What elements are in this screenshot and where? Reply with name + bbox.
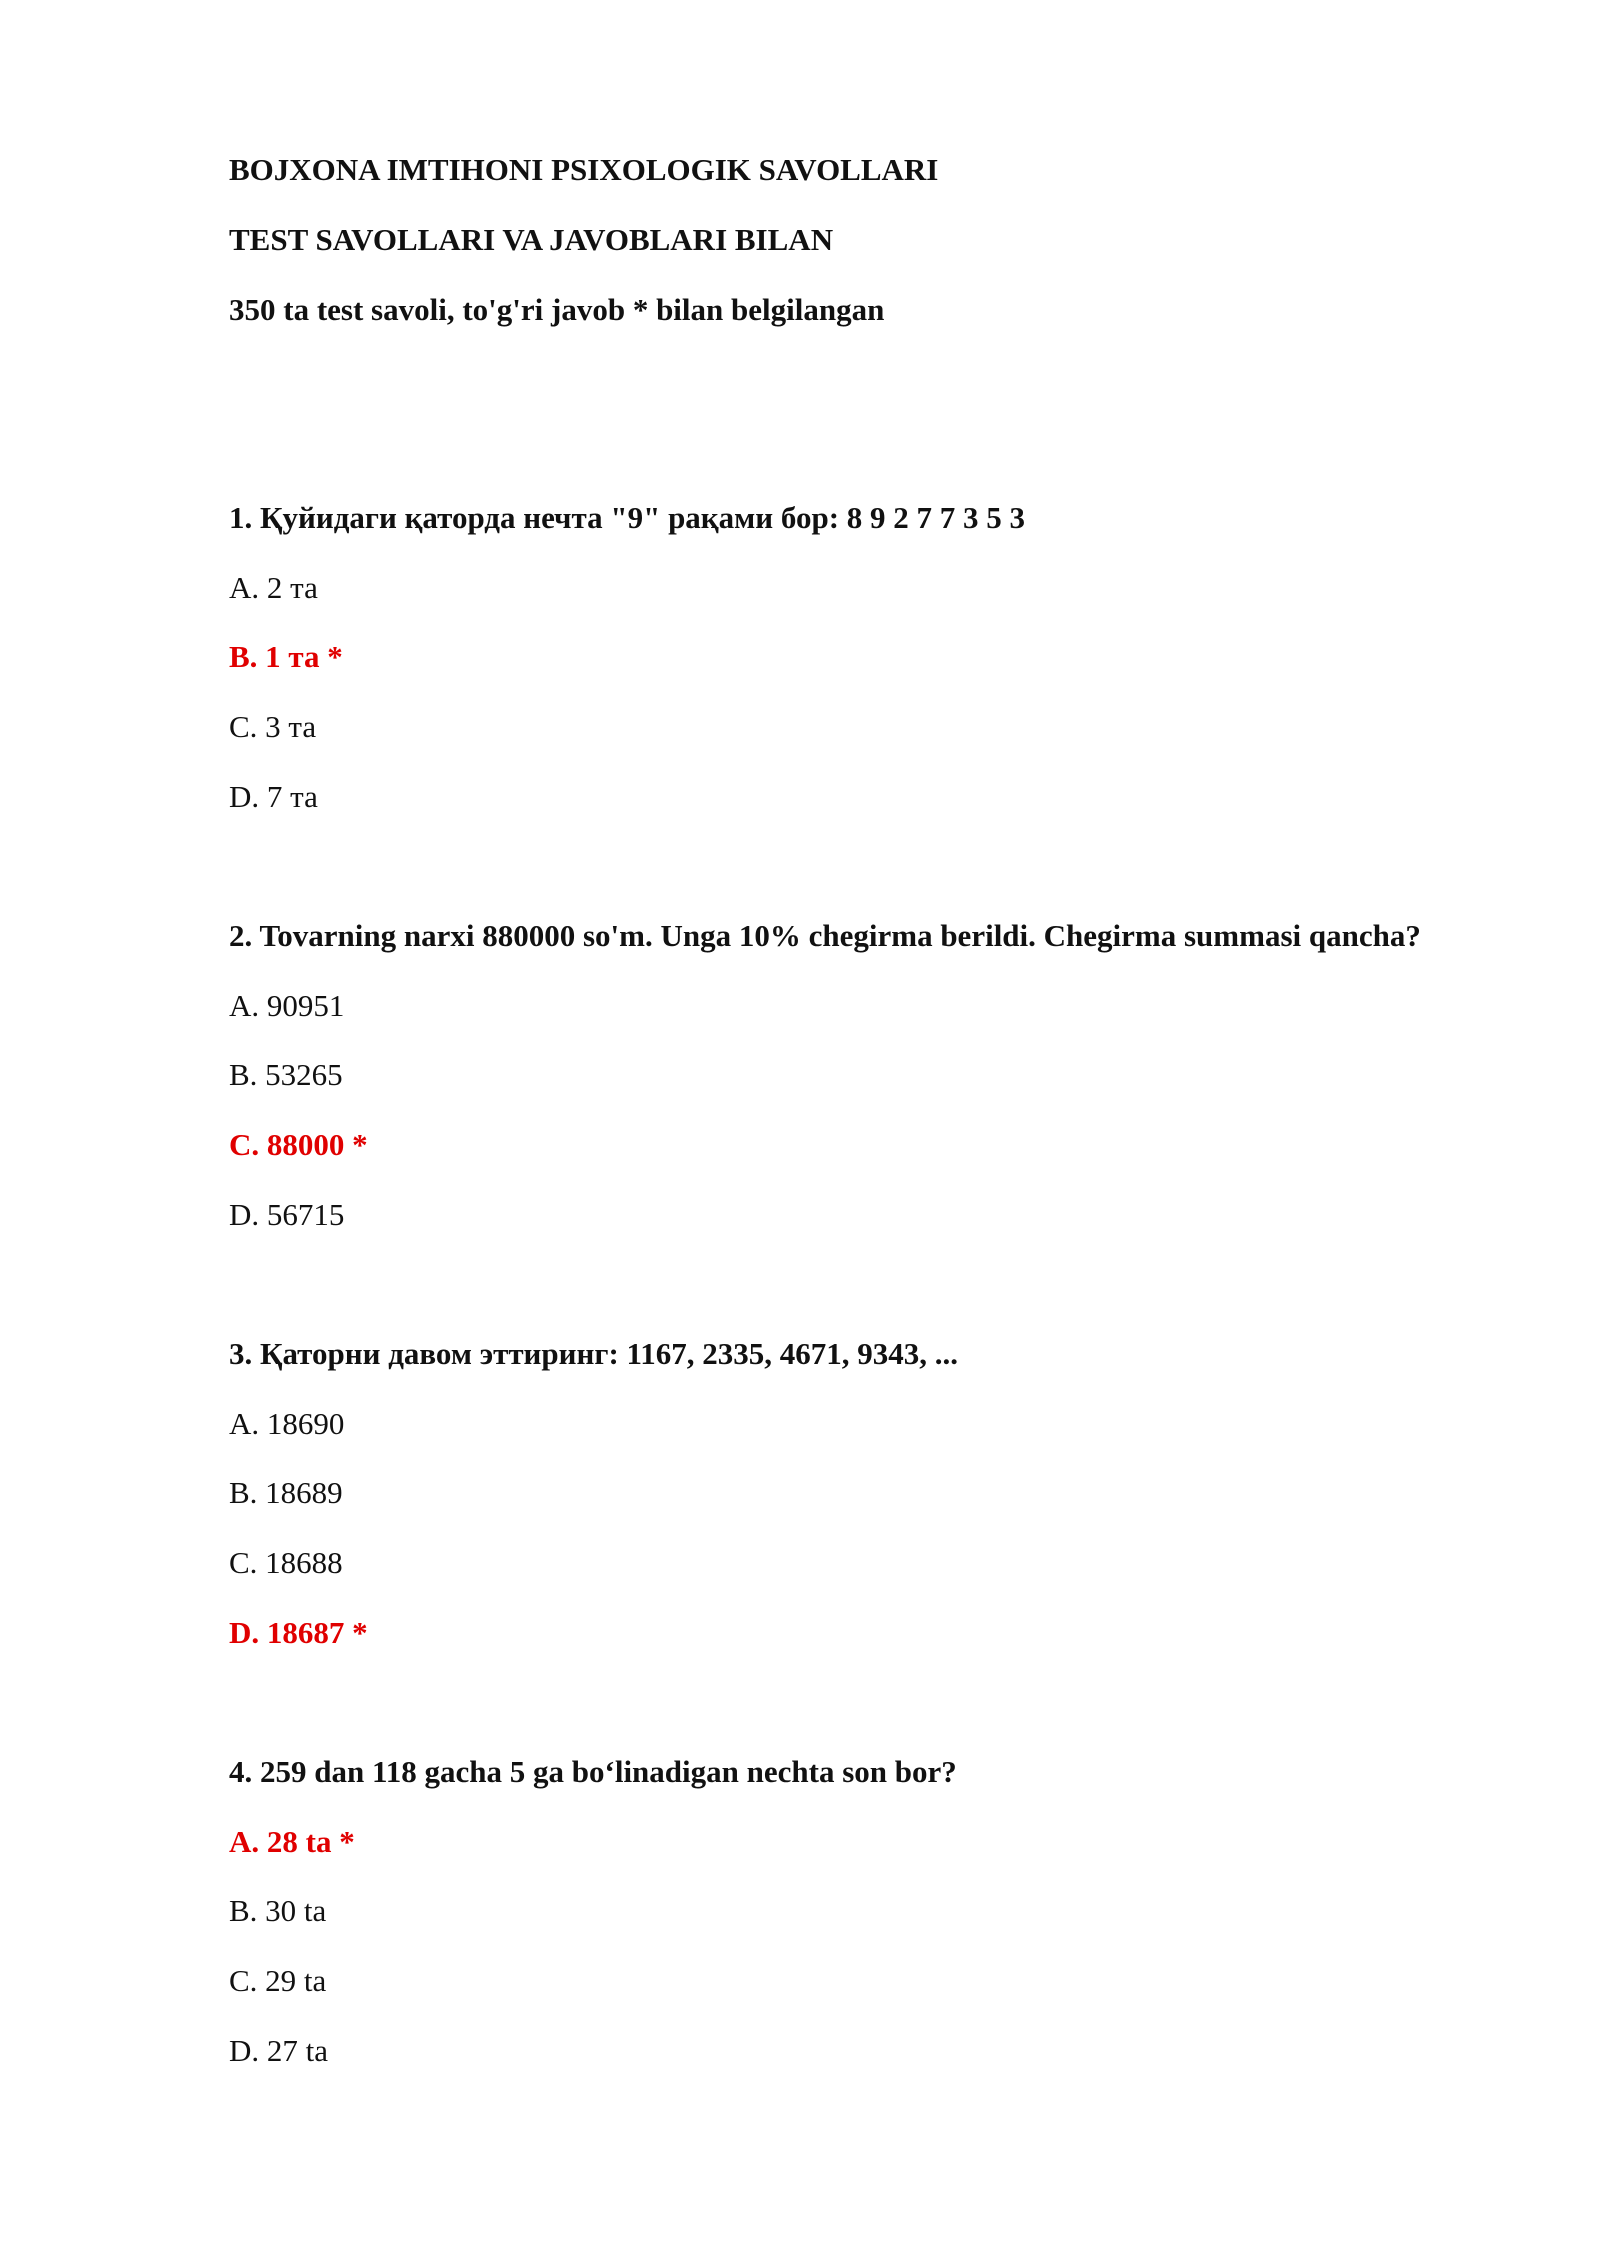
answer-option: B. 18689 [229, 1475, 343, 1510]
answer-option-correct: C. 88000 * [229, 1127, 368, 1162]
answer-option: C. 18688 [229, 1545, 343, 1580]
question-text: 1. Қуйидаги қаторда нечта "9" рақами бор: 8 9 2 7 7 3 5 3 [229, 500, 1026, 535]
document-note: 350 ta test savoli, to'g'ri javob * bilan belgilangan [229, 292, 885, 327]
answer-option: B. 53265 [229, 1057, 343, 1092]
answer-option: A. 90951 [229, 988, 345, 1023]
answer-option-correct: B. 1 та * [229, 639, 343, 674]
document-title: BOJXONA IMTIHONI PSIXOLOGIK SAVOLLARI [229, 152, 939, 187]
answer-option: A. 2 та [229, 570, 318, 605]
answer-option: D. 56715 [229, 1197, 345, 1232]
answer-option: A. 18690 [229, 1406, 345, 1441]
answer-option: D. 27 ta [229, 2033, 329, 2068]
answer-option: C. 29 ta [229, 1963, 327, 1998]
question-text: 4. 259 dan 118 gacha 5 ga bo‘linadigan nechta son bor? [229, 1754, 957, 1789]
question-text: 3. Қаторни давом эттиринг: 1167, 2335, 4671, 9343, ... [229, 1336, 959, 1371]
answer-option-correct: A. 28 ta * [229, 1824, 355, 1859]
answer-option: D. 7 та [229, 779, 318, 814]
answer-option-correct: D. 18687 * [229, 1615, 368, 1650]
document-subtitle: TEST SAVOLLARI VA JAVOBLARI BILAN [229, 222, 834, 257]
question-text: 2. Tovarning narxi 880000 so'm. Unga 10% chegirma berildi. Chegirma summasi qancha? [229, 918, 1421, 953]
answer-option: B. 30 ta [229, 1893, 327, 1928]
answer-option: C. 3 та [229, 709, 317, 744]
